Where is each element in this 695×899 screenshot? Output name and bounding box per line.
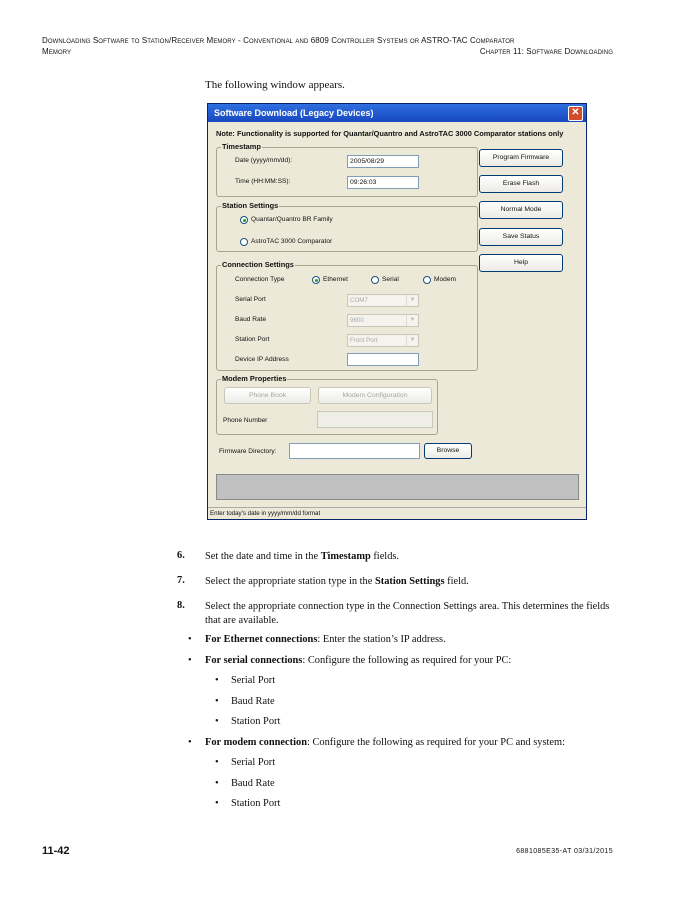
- sub-bullet: •: [215, 675, 219, 686]
- time-label: Time (HH:MM:SS):: [235, 178, 291, 185]
- software-download-dialog: [207, 103, 587, 520]
- serial-port-select[interactable]: [347, 294, 419, 307]
- radio-astrotac[interactable]: [240, 238, 248, 246]
- modem-properties-label: Modem Properties: [222, 374, 287, 383]
- serial-port-label: Serial Port: [235, 296, 266, 303]
- ip-address-label: Device IP Address: [235, 356, 289, 363]
- note-text: Note: Functionality is supported for Quantar/Quantro and AstroTAC 3000 Comparator stations only: [216, 129, 564, 138]
- sub-bullet-text: Station Port: [231, 716, 281, 727]
- station-port-select[interactable]: [347, 334, 419, 347]
- sub-bullet-text: Serial Port: [231, 675, 276, 686]
- bullet-bold: For modem connection: [205, 737, 307, 748]
- document-id: 6881085E35-AT 03/31/2015: [516, 848, 613, 855]
- connection-settings-label: Connection Settings: [222, 260, 294, 269]
- bullet-text: [205, 655, 511, 666]
- bullet-bold: For serial connections: [205, 655, 303, 666]
- date-input[interactable]: 2005/08/29: [347, 155, 419, 168]
- firmware-directory-label: Firmware Directory:: [219, 448, 277, 455]
- status-bar: Enter today's date in yyyy/mm/dd format: [208, 507, 586, 519]
- ip-address-input[interactable]: [347, 353, 419, 366]
- modem-properties-group: [216, 374, 438, 435]
- sub-bullet: •: [215, 798, 219, 809]
- page-number: 11-42: [42, 845, 70, 857]
- modem-label: Modem: [434, 276, 456, 283]
- station-settings-label: Station Settings: [222, 201, 279, 210]
- help-button[interactable]: Help: [479, 254, 563, 272]
- step-number: 6.: [177, 550, 185, 561]
- bullet-text: [205, 634, 446, 645]
- radio-quantar[interactable]: [240, 216, 248, 224]
- radio-ethernet[interactable]: [312, 276, 320, 284]
- bullet-part: : Enter the station’s IP address.: [317, 634, 446, 645]
- erase-flash-button[interactable]: Erase Flash: [479, 175, 563, 193]
- sub-bullet-text: Baud Rate: [231, 696, 275, 707]
- timestamp-group: [216, 142, 478, 197]
- serial-port-value: COM7: [350, 297, 368, 304]
- chevron-down-icon: ▼: [406, 315, 418, 326]
- chevron-down-icon: ▼: [406, 295, 418, 306]
- modem-configuration-button[interactable]: Modem Configuration: [318, 387, 432, 404]
- browse-button[interactable]: Browse: [424, 443, 472, 459]
- chevron-down-icon: ▼: [406, 335, 418, 346]
- normal-mode-button[interactable]: Normal Mode: [479, 201, 563, 219]
- step-text-bold: Station Settings: [374, 576, 445, 587]
- phone-number-input[interactable]: [317, 411, 433, 428]
- phone-book-button[interactable]: Phone Book: [224, 387, 311, 404]
- bullet: •: [188, 737, 192, 748]
- progress-area: [216, 474, 579, 500]
- step-text: [205, 575, 625, 589]
- connection-settings-group: [216, 260, 478, 371]
- station-port-value: Front Port: [350, 337, 378, 344]
- timestamp-label: Timestamp: [222, 142, 261, 151]
- intro-text: The following window appears.: [205, 79, 345, 91]
- chapter-title: Chapter 11: Software Downloading: [479, 47, 613, 56]
- sub-bullet-text: Serial Port: [231, 757, 276, 768]
- time-input[interactable]: 09:26:03: [347, 176, 419, 189]
- program-firmware-button[interactable]: Program Firmware: [479, 149, 563, 167]
- save-status-button[interactable]: Save Status: [479, 228, 563, 246]
- step-text-part: Select the appropriate station type in the: [205, 576, 375, 587]
- step-text-part: field.: [444, 576, 469, 587]
- ethernet-label: Ethernet: [323, 276, 348, 283]
- bullet: •: [188, 655, 192, 666]
- baud-rate-value: 9600: [350, 317, 364, 324]
- dialog-title: Software Download (Legacy Devices): [214, 108, 374, 118]
- sub-bullet: •: [215, 757, 219, 768]
- serial-label: Serial: [382, 276, 399, 283]
- step-text: Select the appropriate connection type in the Connection Settings area. This determines the fields that are available.: [205, 601, 610, 626]
- step-text: [205, 550, 625, 564]
- running-header-left: Memory: [42, 47, 72, 56]
- bullet-bold: For Ethernet connections: [205, 634, 318, 645]
- astrotac-label: AstroTAC 3000 Comparator: [251, 238, 333, 245]
- step-number: 7.: [177, 575, 185, 586]
- step-text-bold: Timestamp: [320, 551, 371, 562]
- station-settings-group: [216, 201, 478, 252]
- date-label: Date (yyyy/mm/dd):: [235, 157, 293, 164]
- dialog-titlebar: [208, 104, 586, 122]
- bullet-text: [205, 737, 565, 748]
- bullet: •: [188, 634, 192, 645]
- bullet-part: : Configure the following as required for your PC and system:: [306, 737, 565, 748]
- station-port-label: Station Port: [235, 336, 270, 343]
- sub-bullet-text: Baud Rate: [231, 778, 275, 789]
- radio-serial[interactable]: [371, 276, 379, 284]
- sub-bullet-text: Station Port: [231, 798, 281, 809]
- running-header-line1: Downloading Software to Station/Receiver Memory - Conventional and 6809 Controller Systems or ASTRO-TAC Comparator: [42, 36, 515, 45]
- sub-bullet: •: [215, 716, 219, 727]
- running-header-line2: [42, 47, 613, 56]
- baud-rate-select[interactable]: [347, 314, 419, 327]
- close-icon[interactable]: ✕: [568, 106, 583, 121]
- step-text-part: fields.: [370, 551, 400, 562]
- phone-number-label: Phone Number: [223, 417, 268, 424]
- step-text-part: Set the date and time in the: [205, 551, 321, 562]
- sub-bullet: •: [215, 696, 219, 707]
- bullet-part: : Configure the following as required for your PC:: [302, 655, 512, 666]
- sub-bullet: •: [215, 778, 219, 789]
- baud-rate-label: Baud Rate: [235, 316, 267, 323]
- connection-type-label: Connection Type: [235, 276, 285, 283]
- quantar-label: Quantar/Quantro BR Family: [251, 216, 333, 223]
- step-number: 8.: [177, 600, 185, 611]
- radio-modem[interactable]: [423, 276, 431, 284]
- firmware-directory-input[interactable]: [289, 443, 420, 459]
